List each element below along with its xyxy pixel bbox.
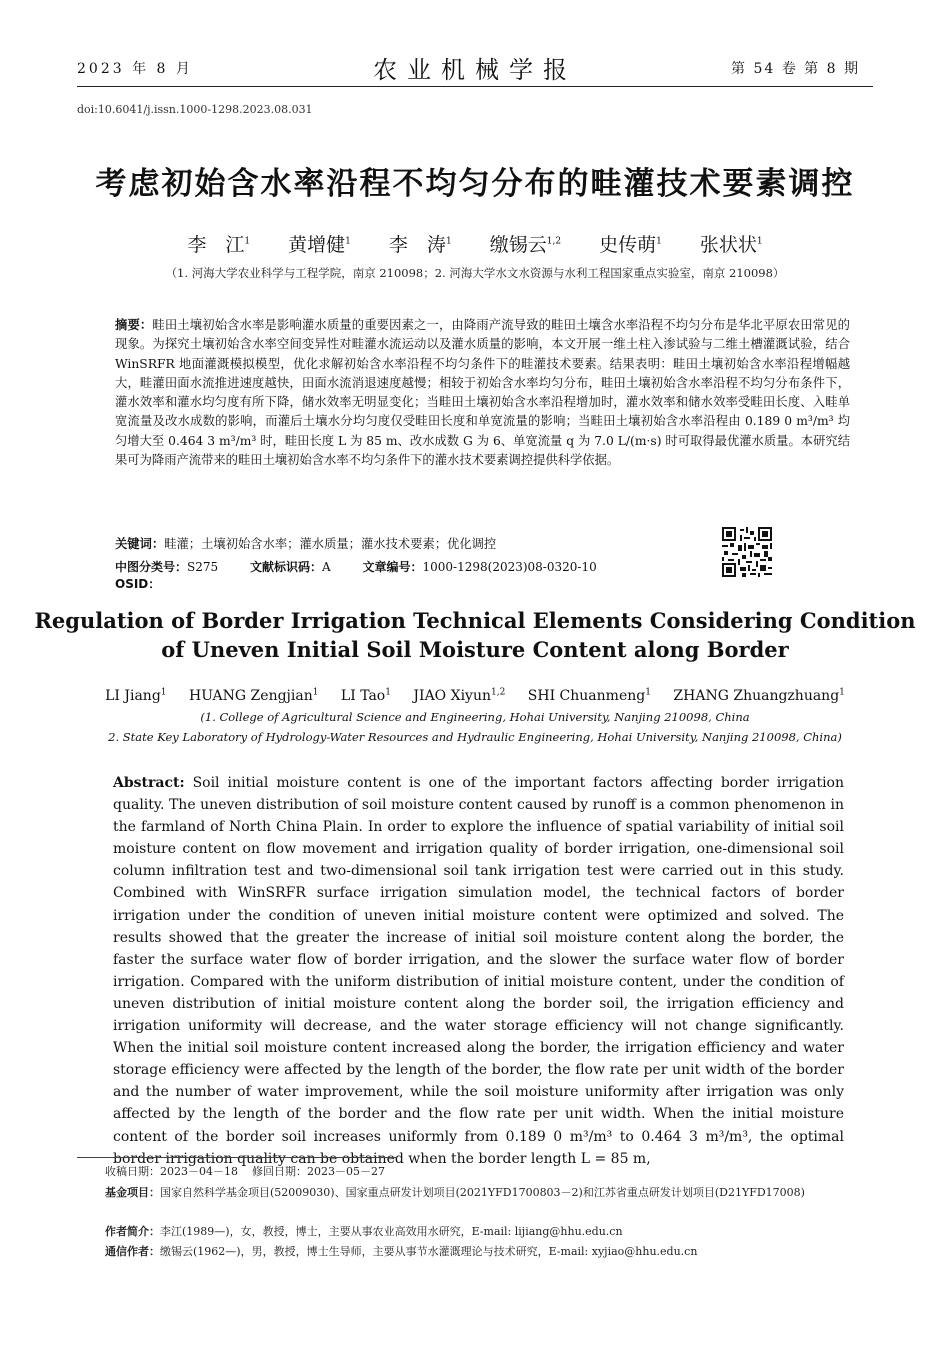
author-en: SHI Chuanmeng$^1$: [527, 687, 651, 704]
author-en: LI Jiang$^1$: [105, 687, 167, 704]
keywords-cn: 关键词：畦灌；土壤初始含水率；灌水质量；灌水技术要素；优化调控: [115, 537, 497, 551]
osid-label: OSID：: [115, 577, 161, 591]
classification-row: [115, 558, 695, 592]
author-cn: 史传萌$^1$: [599, 234, 662, 256]
authors-en: [0, 688, 950, 704]
authors-cn: [0, 230, 950, 257]
header-rule: [77, 86, 873, 87]
article-number: 文章编号：1000-1298(2023)08-0320-10: [362, 560, 597, 574]
author-en: HUANG Zengjian$^1$: [188, 687, 319, 704]
author-cn: 张状状$^1$: [699, 234, 763, 256]
journal-name: 农业机械学报: [373, 56, 577, 84]
clc: 中图分类号：S275: [115, 560, 219, 574]
affiliation-en-2: 2. State Key Laboratory of Hydrology-Water Resources and Hydraulic Engineering, Hohai University, Nanjing 210098, China): [108, 730, 842, 744]
author-cn: 缴锡云$^{1,2}$: [489, 234, 562, 256]
header-issue: 第 54 卷 第 8 期: [731, 61, 860, 77]
osid-qr-code[interactable]: [722, 527, 772, 577]
title-cn: 考虑初始含水率沿程不均匀分布的畦灌技术要素调控: [95, 166, 855, 202]
footnote-author: 作者简介：李江(1989—)，女，教授，博士，主要从事农业高效用水研究，E-mail: lijiang@hhu.edu.cn: [105, 1225, 623, 1238]
footnote-rule: [77, 1157, 397, 1158]
header-date: 2023 年 8 月: [77, 61, 193, 77]
author-en: JIAO Xiyun$^{1,2}$: [413, 687, 506, 704]
footnote-corresponding: 通信作者：缴锡云(1962—)，男，教授，博士生导师，主要从事节水灌溉理论与技术研究，E-mail: xyjiao@hhu.edu.cn: [105, 1245, 698, 1258]
title-en: Regulation of Border Irrigation Technical Elements Considering Condition of Uneven Initial Soil Moisture Content along Border: [34, 608, 916, 662]
abstract-en: [113, 772, 844, 1170]
author-en: ZHANG Zhuangzhuang$^1$: [673, 687, 845, 704]
abstract-cn-text: 畦田土壤初始含水率是影响灌水质量的重要因素之一，由降雨产流导致的畦田土壤含水率沿程不均匀分布是华北平原农田常见的现象。为探究土壤初始含水率空间变异性对畦灌水流运动以及灌水质量的影响，本文开展一维土柱入渗试验与二维土槽灌溉试验，结合 WinSRFR 地面灌溉模拟模型，优化求解初始含水率沿程不均匀条件下的畦灌技术要素。结果表明：畦田土壤初始含水率沿程增幅越大，畦灌田面水流推进速度越快，田面水流消退速度越慢；相较于初始含水率均匀分布，畦田土壤初始含水率沿程不均匀分布条件下，灌水效率和灌水均匀度有所下降，储水效率无明显变化；当畦田土壤初始含水率沿程增加时，灌水效率和储水效率受畦田长度、入畦单宽流量及改水成数的影响，而灌后土壤水分均匀度仅受畦田长度和单宽流量的影响；当畦田土壤初始含水率沿程由 0.189 0 m³/m³ 均匀增大至 0.464 3 m³/m³ 时，畦田长度 L 为 85 m、改水成数 G 为 6、单宽流量 q 为 7.0 L/(m·s) 时可取得最优灌水质量。本研究结果可为降雨产流带来的畦田土壤初始含水率不均匀条件下的灌水技术要素调控提供科学依据。: [115, 318, 850, 468]
author-cn: 李 涛$^1$: [388, 234, 452, 256]
abstract-en-label: Abstract:: [113, 775, 185, 791]
doc-code: 文献标识码：A: [249, 560, 331, 574]
affiliation-en-1: (1. College of Agricultural Science and Engineering, Hohai University, Nanjing 210098, China: [200, 710, 750, 724]
abstract-cn-label: 摘要：: [115, 318, 153, 332]
footnote-dates: 收稿日期：2023－04－18 修回日期：2023－05－27: [105, 1165, 385, 1178]
footnote-fund: 基金项目：国家自然科学基金项目(52009030)、国家重点研发计划项目(2021YFD1700803－2)和江苏省重点研发计划项目(D21YFD17008): [105, 1186, 805, 1199]
author-cn: 黄增健$^1$: [288, 234, 351, 256]
author-en: LI Tao$^1$: [340, 687, 391, 704]
abstract-cn: [115, 316, 850, 470]
author-cn: 李 江$^1$: [187, 234, 251, 256]
doi: doi:10.6041/j.issn.1000-1298.2023.08.031: [77, 103, 313, 116]
abstract-en-text: Soil initial moisture content is one of the important factors affecting border irrigation quality. The uneven distribution of soil moisture content caused by runoff is a common phenomenon in the farmland of North China Plain. In order to explore the influence of spatial variability of initial soil moisture content on flow movement and irrigation quality of border irrigation, one-dimensional soil column infiltration test and two-dimensional soil tank irrigation test were carried out in this study. Combined with WinSRFR surface irrigation simulation model, the technical factors of border irrigation under the condition of uneven initial moisture content were optimized and solved. The results showed that the greater the increase of initial soil moisture content along the border, the faster the surface water flow of border irrigation, and the slower the surface water flow of border irrigation. Compared with the uniform distribution of initial moisture content, under the condition of uneven distribution of initial moisture content along the border soil, the irrigation efficiency and irrigation uniformity will decrease, and the water storage efficiency will not change significantly. When the initial soil moisture content increased along the border, the irrigation efficiency and water storage efficiency were affected by the length of the border, the flow rate per unit width of the border and the number of water improvement, while the soil moisture uniformity after irrigation was only affected by the length of the border and the flow rate per unit width. When the initial moisture content of the border soil increases uniformly from 0.189 0 m³/m³ to 0.464 3 m³/m³, the optimal border irrigation quality can be obtained when the border length L = 85 m,: [113, 775, 844, 1167]
affiliation-cn: （1. 河海大学农业科学与工程学院，南京 210098；2. 河海大学水文水资源与水利工程国家重点实验室，南京 210098）: [165, 266, 785, 280]
